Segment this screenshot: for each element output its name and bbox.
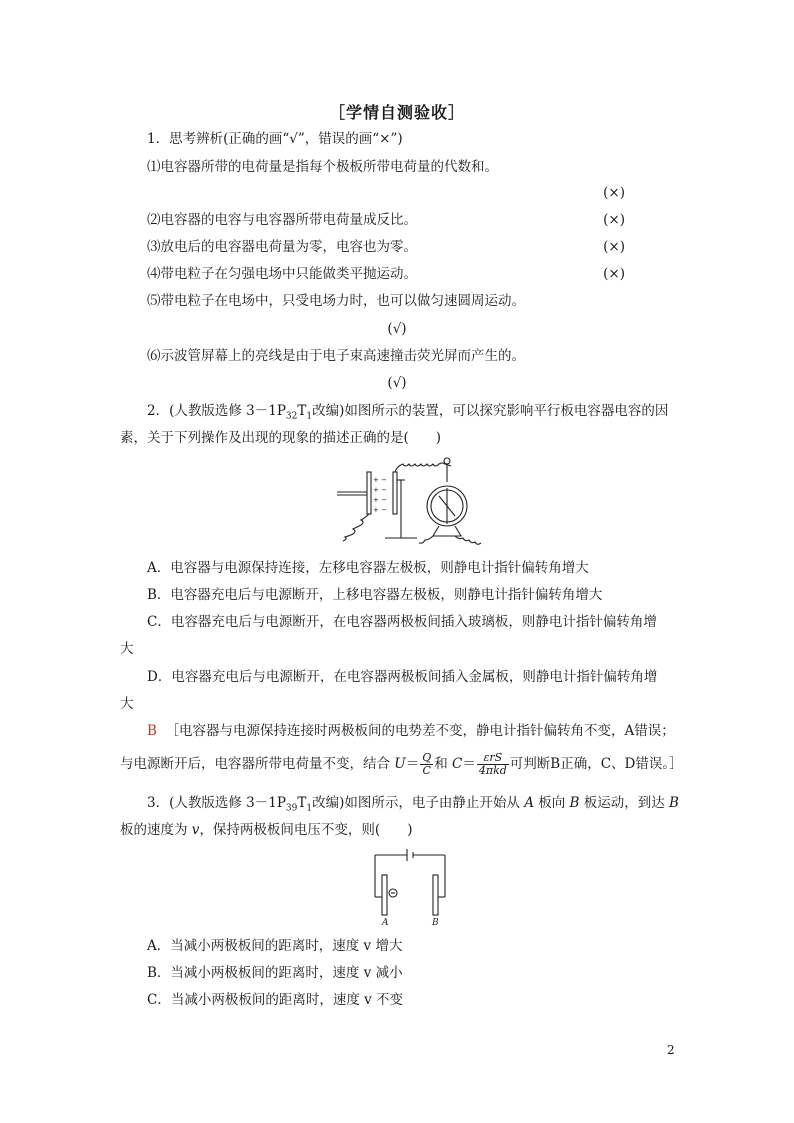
q3-stem-A: A [524, 795, 534, 811]
q3-stem-d: 板向 [533, 795, 570, 811]
svg-text:+ −: + − [373, 506, 387, 514]
q2-stem-a: 2．(人教版选修 3－1P [147, 403, 286, 419]
q2-fraction-capacitance [477, 752, 509, 777]
q3-option-c: C．当减小两极板间的距离时，速度 v 不变 [147, 992, 404, 1008]
q1-item-1-mark: (×) [603, 185, 625, 201]
q2-analysis-eq1: ＝ [405, 756, 420, 772]
q3-stem-a: 3．(人教版选修 3－1P [147, 795, 286, 811]
q1-item-2: ⑵电容器的电容与电容器所带电荷量成反比。 [147, 212, 417, 228]
q2-analysis-2b: 可判断B正确，C、D错误。］ [509, 756, 683, 772]
q3-stem-v: v [191, 822, 200, 838]
svg-text:+ −: + − [373, 476, 387, 484]
q3-stem-c: 改编)如图所示，电子由静止开始从 [312, 795, 525, 811]
q1-item-5-mark: (√) [387, 321, 407, 337]
q1-item-2-mark: (×) [603, 212, 625, 228]
q3-stem-e: 板运动，到达 [579, 795, 670, 811]
q2-option-d-line1: D．电容器充电后与电源断开，在电容器两极板间插入金属板，则静电计指针偏转角增 [147, 669, 658, 685]
q2-analysis-eq2: ＝ [462, 756, 476, 772]
q2-stem-sub1: 32 [285, 411, 298, 422]
q3-option-a: A．当减小两极板间的距离时，速度 v 增大 [147, 938, 403, 954]
q2-stem-line2: 素，关于下列操作及出现的现象的描述正确的是( ) [120, 430, 442, 446]
q1-item-1: ⑴电容器所带的电荷量是指每个极板所带电荷量的代数和。 [147, 159, 498, 175]
q2-stem-b: T [297, 403, 307, 419]
q2-analysis-line2 [120, 751, 683, 777]
q2-analysis-2a: 与电源断开后，电容器所带电荷量不变，结合 [120, 756, 395, 772]
q2-frac2-den: 4πkd [478, 764, 507, 777]
q2-option-a: A．电容器与电源保持连接，左移电容器左极板，则静电计指针偏转角增大 [147, 560, 589, 576]
q3-figure-label-a: A [382, 918, 389, 927]
parallel-plate-circuit-figure [365, 845, 455, 927]
q2-stem-sub2: 1 [306, 411, 313, 422]
svg-text:+ −: + − [373, 496, 387, 504]
q1-item-3-mark: (×) [603, 239, 625, 255]
q2-answer-letter: B [147, 723, 157, 739]
q3-stem-b: T [297, 795, 307, 811]
q1-stem: 1．思考辨析(正确的画“√”，错误的画“×”) [147, 131, 403, 147]
q2-fraction-q-over-c [420, 752, 433, 777]
q2-option-d-line2: 大 [120, 696, 134, 712]
q1-item-6: ⑹示波管屏幕上的亮线是由于电子束高速撞击荧光屏而产生的。 [147, 348, 525, 364]
q3-stem-sub1: 39 [285, 803, 298, 814]
q2-analysis-and: 和 [434, 756, 453, 772]
q2-analysis-C: C [452, 756, 463, 772]
q2-option-c-line2: 大 [120, 641, 134, 657]
q2-analysis-U: U [394, 756, 406, 772]
svg-text:+ −: + − [373, 486, 387, 494]
q3-stem-B2: B [669, 795, 679, 811]
q3-stem-sub2: 1 [306, 803, 313, 814]
q2-stem-line1 [147, 402, 668, 426]
q1-item-4-mark: (×) [603, 266, 625, 282]
q1-item-4: ⑷带电粒子在匀强电场中只能做类平抛运动。 [147, 266, 417, 282]
q2-option-c-line1: C．电容器充电后与电源断开，在电容器两极板间插入玻璃板，则静电计指针偏转角增 [147, 614, 657, 630]
q3-option-b: B．当减小两极板间的距离时，速度 v 减小 [147, 965, 403, 981]
q1-item-6-mark: (√) [387, 375, 407, 391]
page-number: 2 [667, 1043, 675, 1057]
q3-stem-B: B [569, 795, 580, 811]
section-title: ［学情自测验收］ [328, 103, 465, 122]
q2-option-b: B．电容器充电后与电源断开，上移电容器左极板，则静电计指针偏转角增大 [147, 587, 603, 603]
q3-stem-line1 [147, 794, 679, 818]
q2-analysis-1: ［电容器与电源保持连接时两极板间的电势差不变，静电计指针偏转角不变，A错误； [165, 723, 675, 739]
q2-stem-c: 改编)如图所示的装置，可以探究影响平行板电容器电容的因 [312, 403, 669, 419]
q2-analysis-line1 [147, 722, 675, 740]
q1-item-5: ⑸带电粒子在电场中，只受电场力时，也可以做匀速圆周运动。 [147, 293, 525, 309]
q2-frac1-num: Q [422, 751, 432, 764]
q2-frac1-den: C [422, 764, 431, 777]
q3-stem-line2b: ，保持两极板间电压不变，则( ) [199, 822, 413, 838]
q3-figure-label-b: B [432, 918, 439, 927]
q2-frac2-num: εrS [477, 752, 509, 765]
q1-item-3: ⑶放电后的电容器电荷量为零，电容也为零。 [147, 239, 417, 255]
capacitor-electroscope-figure [335, 452, 485, 550]
q3-stem-line2a: 板的速度为 [120, 822, 192, 838]
q3-stem-line2 [120, 821, 412, 839]
